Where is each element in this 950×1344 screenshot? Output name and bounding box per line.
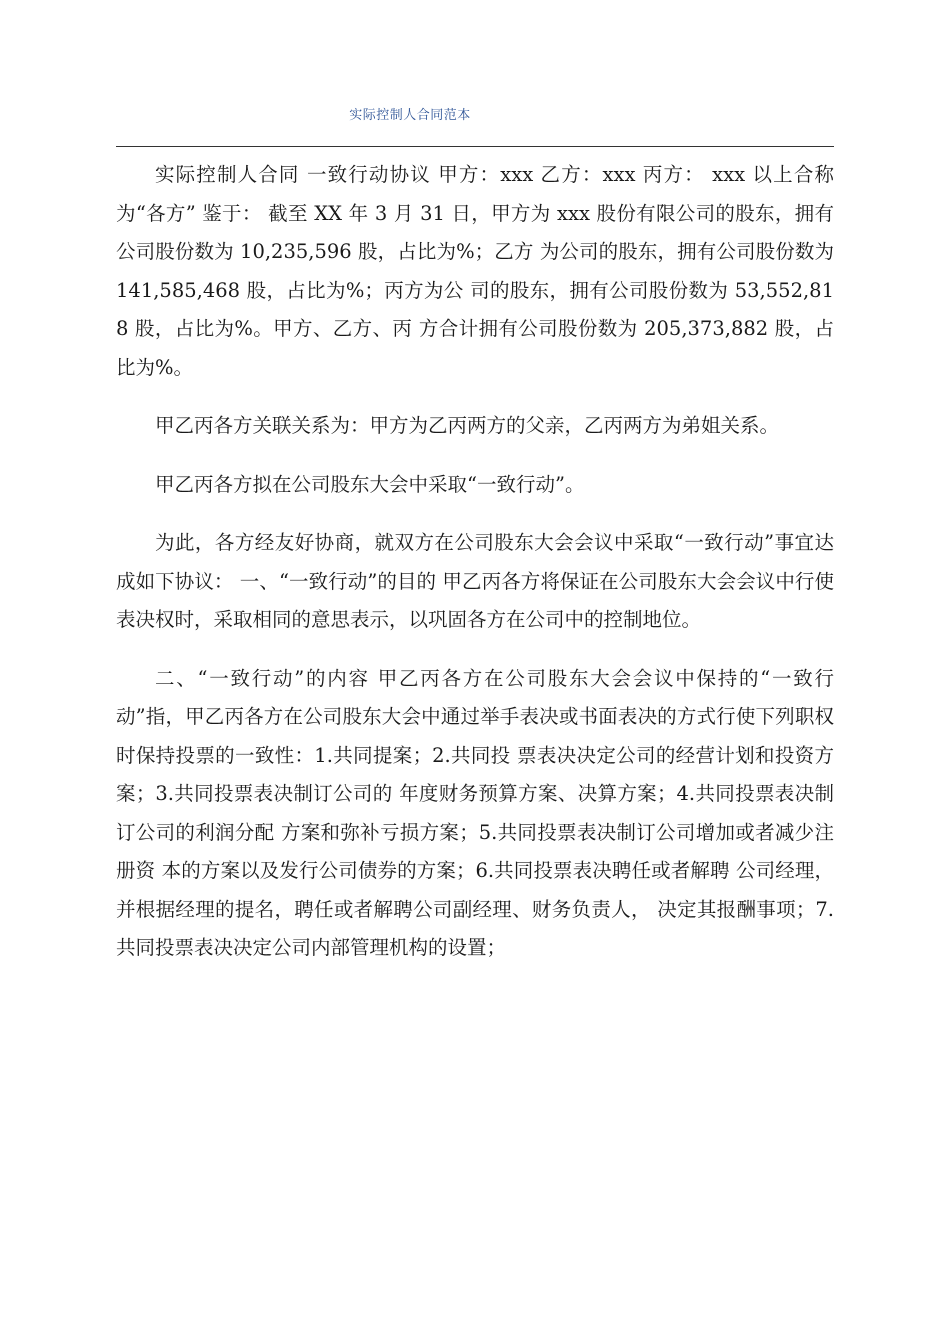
paragraph-relations: 甲乙丙各方关联关系为：甲方为乙丙两方的父亲，乙丙两方为弟姐关系。 <box>155 414 780 437</box>
header-divider <box>116 146 834 147</box>
paragraph-content: 二、“一致行动”的内容 甲乙丙各方在公司股东大会会议中保持的“一致行动”指，甲乙丙各方在公司股东大会中通过举手表决或书面表决的方式行使下列职权时保持投票的一致性：1.共同提案；2.共同投 票表决决定公司的经营计划和投资方案；3.共同投票表决制订公司的 年度财务预算方案、决算方案；4.共同投票表决制订公司的利润分配 方案和弥补亏损方案；5.共同投票表决制订公司增加或者减少注册资 本的方案以及发行公司债券的方案；6.共同投票表决聘任或者解聘 公司经理，并根据经理的提名，聘任或者解聘公司副经理、财务负责人， 决定其报酬事项；7.共同投票表决决定公司内部管理机构的设置； <box>116 666 834 959</box>
paragraph-purpose: 为此，各方经友好协商，就双方在公司股东大会会议中采取“一致行动”事宜达成如下协议： 一、“一致行动”的目的 甲乙丙各方将保证在公司股东大会会议中行使表决权时，采取相同的意思表示，以巩固各方在公司中的控制地位。 <box>116 531 834 631</box>
document-body <box>116 156 834 988</box>
paragraph-intro: 实际控制人合同 一致行动协议 甲方：xxx 乙方：xxx 丙方： xxx 以上合称为“各方” 鉴于： 截至 XX 年 3 月 31 日，甲方为 xxx 股份有限公司的股东，拥有公司股份数为 10,235,596 股，占比为%；乙方 为公司的股东，拥有公司股份数为 141,585,468 股，占比为%；丙方为公 司的股东，拥有公司股份数为 53,552,818 股，占比为%。甲方、乙方、丙 方合计拥有公司股份数为 205,373,882 股，占比为%。 <box>116 163 834 379</box>
header-title: 实际控制人合同范本 <box>349 108 471 123</box>
paragraph-intent: 甲乙丙各方拟在公司股东大会中采取“一致行动”。 <box>155 472 585 496</box>
